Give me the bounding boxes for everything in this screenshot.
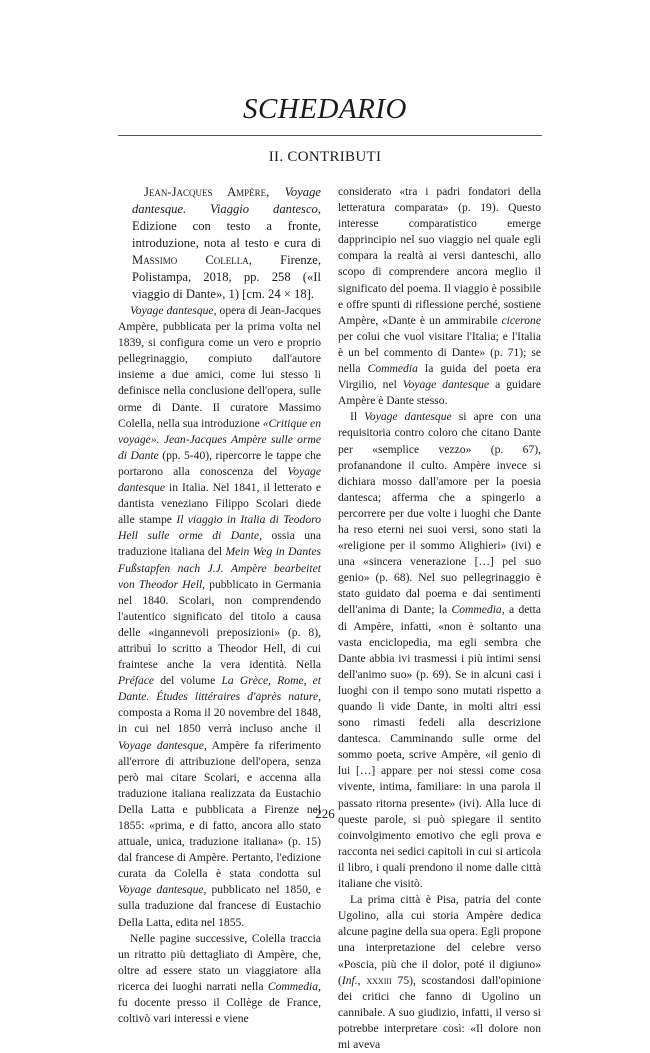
paragraph [118, 931, 321, 1028]
text-run: , fu docente presso il Collège de France, coltivò vari interessi e viene [118, 979, 321, 1026]
italic-title: «Critique en voyage». Jean-Jacques Ampère sulle orme di Dante [118, 416, 322, 462]
italic-title: Voyage dantesque [118, 464, 321, 495]
text-run: , pubblicato in Germania nel 1840. Scolari, non comprendendo l'autentico significato del titolo a causa delle «ingannevoli preposizioni» (p. 8), attribuì lo scritto a Theodor Hell, di cui fraintese anche la vera identità. Nella [118, 577, 321, 672]
text-run: (pp. 5-40), ripercorre le tappe che portarono alla conoscenza del [118, 448, 322, 478]
text-run: , opera di Jean-Jacques Ampère, pubblicata per la prima volta nel 1839, si configura come un vero e proprio pellegrinaggio, compiuto dall'autore insieme a due amici, come lui stesso li definisce nella conclusione dell'opera, sulle orme di Dante. Il curatore Massimo Colella, nella sua introduzione [118, 304, 322, 430]
text-run: Nelle pagine successive, Colella traccia un ritratto più dettagliato di Ampère, che, oltre ad essere stato un viaggiatore alla ricerca dei luoghi narrati nella [118, 931, 321, 993]
section-title: II. CONTRIBUTI [268, 149, 382, 165]
text-run: , composta a Roma il 20 novembre del 1848, in cui nel 1850 verrà incluso anche il [118, 690, 321, 736]
text-run: per colui che vuol visitare l'Italia; e l'Italia è un bel commento di Dante» (p. 71); se nella [338, 329, 541, 376]
entry-editor: Massimo Colella [132, 253, 249, 267]
text-run: , a detta di Ampère, infatti, «non è soltanto una vasta enciclopedia, ma egli sembra che Dante abbia ivi trasmessi i più intimi sensi dell'animo suo» (p. 69). Se in alcuni casi i luoghi con il tempo sono mutati rispetto a quando li vide Dante, in molti altri essi sono rimasti fedeli alla descrizione dantesca. Camminando sulle orme del sommo poeta, scrive Ampère, «il genio di lui […] appare per noi stessi come cosa vivente, intima, familiare: in una parola il passato ritorna presente» (ivi). Alla luce di queste parole, si può spiegare il sentito coinvolgimento emotivo che egli prova e racconta nei sedici capitoli in cui si articola il libro, i quali prendono il nome dalle città italiane che visitò. [338, 603, 542, 891]
italic-title: Commedia [367, 362, 418, 376]
text-run: , ossia una traduzione italiana del [118, 529, 321, 559]
italic-abbrev: Inf. [341, 973, 358, 987]
italic-term: cicerone [501, 313, 541, 327]
entry-edition: , Edizione con testo a fronte, introduzione, nota al testo e cura di [132, 202, 321, 250]
paragraph [338, 892, 541, 1053]
text-run: , pubblicato nel 1850, e sulla traduzione dal francese di Eustachio Della Latta, edita nel 1855. [118, 883, 321, 929]
italic-title: La Grèce, Rome, et Dante. Études littéraires d'après nature [118, 674, 321, 704]
italic-title: Mein Weg in Dantes Fußstapfen nach J.J. Ampère bearbeitet von Theodor Hell [118, 545, 322, 591]
entry-title: Voyage dantesque. Viaggio dantesco [132, 185, 321, 216]
header-rule [118, 135, 542, 136]
text-run: 75), scostandosi dall'opinione dei critici che fanno di Ugolino un cannibale. A suo giudizio, infatti, il verso si potrebbe interpretare così: «Il dolore non mi aveva [338, 973, 541, 1051]
left-column [118, 184, 321, 1027]
text-run: , [357, 973, 367, 987]
text-run: , Ampère fa riferimento all'errore di attribuzione dell'opera, senza però mai citare Scolari, e accenna alla traduzione italiana realizzata da Eustachio Della Latta e pubblicata a Firenze nel 1855: «prima, e di fatto, ancora allo stato attuale, unica, traduzione italiana» (p. 15) dal francese di Ampère. Pertanto, l'edizione curata da Colella è stata condotta sul [118, 738, 322, 881]
italic-title: Voyage dantesque [118, 738, 204, 752]
paragraph [118, 303, 321, 931]
text-run: La prima città è Pisa, patria del conte Ugolino, alla cui storia Ampère dedica alcune pagine della sua opera. Egli propone una interpretazione del celebre verso «Poscia, più che il dolor, poté il digiuno» ( [338, 893, 541, 987]
canto-numeral: xxxiii [366, 973, 392, 987]
entry-publication: , Firenze, Polistampa, 2018, pp. 258 («Il viaggio di Dante», 1) [cm. 24 × 18]. [132, 253, 321, 301]
text-run: considerato «tra i padri fondatori della letteratura comparata» (p. 19). Questo interesse comparatistico emerge dapprincipio nel suo viaggio nel quale egli compara la realtà ai versi danteschi, allo scopo di comprendere ancora meglio il significato del poema. Il viaggio è possibile e offre spunti di riflessione perché, sostiene Ampère, «Dante è un ammirabile [338, 185, 541, 327]
italic-title: Il viaggio in Italia di Teodoro Hell sulle orme di Dante [118, 513, 321, 543]
italic-title: Préface [118, 674, 155, 688]
paragraph-continued [338, 184, 541, 409]
page-title: SCHEDARIO [243, 93, 407, 125]
italic-title: Voyage dantesque [364, 410, 452, 424]
right-column [338, 184, 541, 1053]
text-run: a guidare Ampère è Dante stesso. [338, 378, 541, 408]
italic-title: Commedia [451, 603, 502, 617]
text-run: si apre con una requisitoria contro coloro che citano Dante per «semplice vezzo» (p. 67), profanandone il culto. Ampère invece si dichiara mosso dall'amore per la poesia dantesca; afferma che a spingerlo a percorrere per due volte i luoghi che Dante ha reso eterni nei suoi versi, sono stati la «religione per il sommo Alighieri» (ivi) e una «sincera venerazione […] pel suo genio» (p. 68). Nel suo pellegrinaggio è stato guidato dal poema e dai sentimenti dell'anima di Dante; la [338, 410, 541, 617]
italic-title: Voyage dantesque [118, 883, 204, 897]
bibliographic-entry: Jean-Jacques Ampère, Voyage dantesque. Viaggio dantesco, Edizione con testo a fronte, introduzione, nota al testo e cura di Massimo Colella, Firenze, Polistampa, 2018, pp. 258 («Il viaggio di Dante», 1) [cm. 24 × 18]. [132, 185, 321, 301]
text-run: in Italia. Nel 1841, il letterato e dantista veneziano Filippo Scolari diede alle stampe [118, 481, 321, 527]
text-run: la guida del poeta era Virgilio, nel [338, 362, 541, 392]
page-number: 226 [315, 806, 335, 821]
entry-author: Jean-Jacques Ampère [144, 185, 267, 199]
text-run: del volume [154, 674, 222, 688]
italic-title: Voyage dantesque [130, 304, 214, 317]
italic-title: Voyage dantesque [402, 378, 490, 392]
italic-title: Commedia [267, 979, 319, 993]
text-run: Il [350, 410, 365, 424]
